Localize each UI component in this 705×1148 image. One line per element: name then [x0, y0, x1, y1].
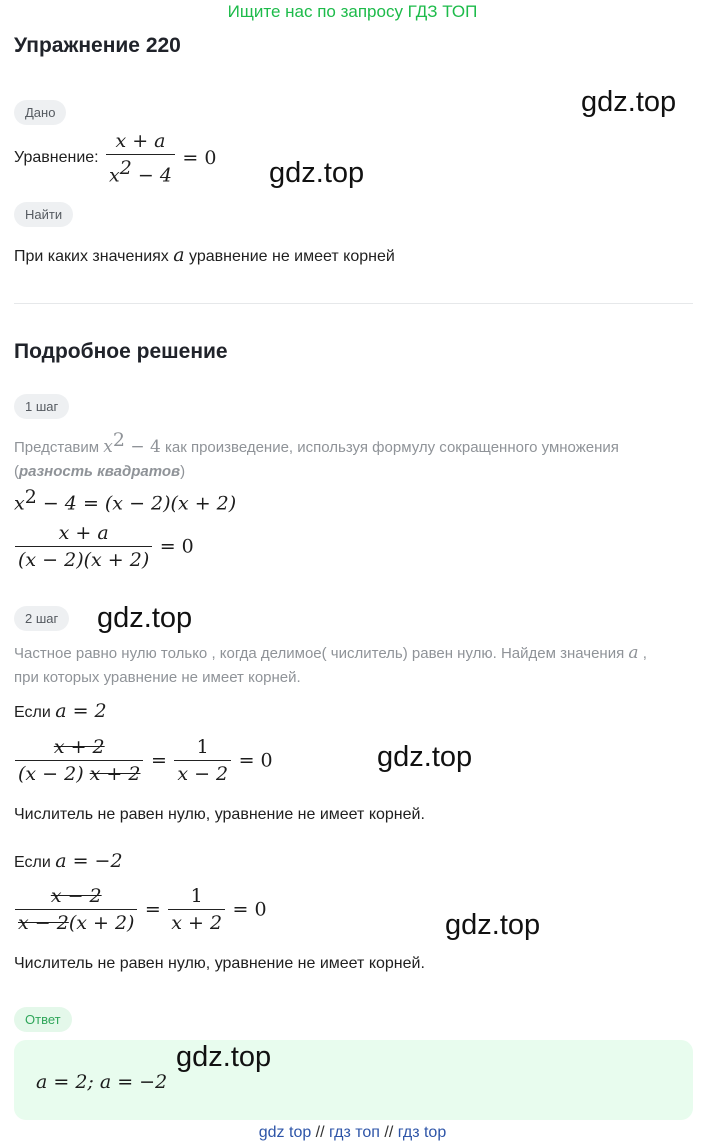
step1-fraction-eq: $\frac{x + a}{(x - 2)(x + 2)}$ = 0	[12, 520, 194, 573]
watermark: gdz.top	[377, 741, 473, 773]
given-label: Уравнение:	[14, 149, 99, 167]
solution-title: Подробное решение	[14, 340, 228, 363]
step1-identity: $x^2 - 4 = (x - 2)(x + 2)$	[14, 486, 237, 515]
step2-tag	[14, 606, 69, 631]
given-rhs: = 0	[182, 147, 217, 170]
watermark: gdz.top	[581, 86, 677, 118]
case1-conclusion: Числитель не равен нулю, уравнение не имеет корней.	[14, 806, 425, 823]
watermark: gdz.top	[445, 909, 541, 941]
footer-link-1[interactable]: gdz top	[258, 1124, 312, 1141]
watermark: gdz.top	[269, 157, 365, 189]
case1-equation: $\frac{x + 2}{(x - 2) x + 2}$ = $\frac{1}{x - 2}$ = 0	[12, 734, 273, 787]
case2-conclusion: Числитель не равен нулю, уравнение не имеет корней.	[14, 955, 425, 972]
find-tag	[14, 202, 73, 227]
footer-link-2[interactable]: гдз топ	[329, 1124, 380, 1141]
step1-text: Представим $x^2 - 4$ как произведение, используя формулу сокращенного умножения (разность квадратов)	[14, 429, 619, 480]
watermark: gdz.top	[97, 602, 193, 634]
find-tag-label: Найти	[14, 202, 73, 227]
divider	[14, 303, 693, 304]
step2-tag-label: 2 шаг	[14, 606, 69, 631]
page-title: Упражнение 220	[14, 34, 181, 57]
given-fraction	[106, 128, 175, 188]
given-denominator: $x^2 - 4$	[106, 154, 175, 188]
step1-bold-term: разность квадратов	[19, 463, 181, 480]
answer-tag-label: Ответ	[14, 1007, 72, 1032]
find-var: a	[173, 244, 185, 266]
given-numerator: x + a	[115, 130, 166, 152]
given-tag	[14, 100, 66, 125]
step1-fraction: $\frac{x + a}{(x - 2)(x + 2)}$	[15, 520, 152, 573]
case2-equation: $\frac{x - 2}{x - 2(x + 2)}$ = $\frac{1}{x + 2}$ = 0	[12, 883, 267, 936]
given-equation	[14, 128, 216, 188]
given-tag-label: Дано	[14, 100, 66, 125]
promo-banner: Ищите нас по запросу ГДЗ ТОП	[227, 2, 478, 21]
case2-condition: Если a = −2	[14, 850, 123, 872]
step2-text: Частное равно нулю только , когда делимое( числитель) равен нулю. Найдем значения a , при которых уравнение не имеет корней.	[14, 643, 647, 686]
step1-tag-label: 1 шаг	[14, 394, 69, 419]
case1-condition: Если a = 2	[14, 700, 107, 722]
find-text: При каких значениях a уравнение не имеет корней	[14, 244, 395, 266]
answer-value: a = 2; a = −2	[36, 1071, 168, 1093]
step1-tag	[14, 394, 69, 419]
watermark: gdz.top	[176, 1041, 272, 1073]
footer-link-3[interactable]: гдз top	[397, 1124, 447, 1141]
footer-links: gdz top // гдз топ // гдз top	[258, 1124, 447, 1141]
answer-tag	[14, 1007, 72, 1032]
